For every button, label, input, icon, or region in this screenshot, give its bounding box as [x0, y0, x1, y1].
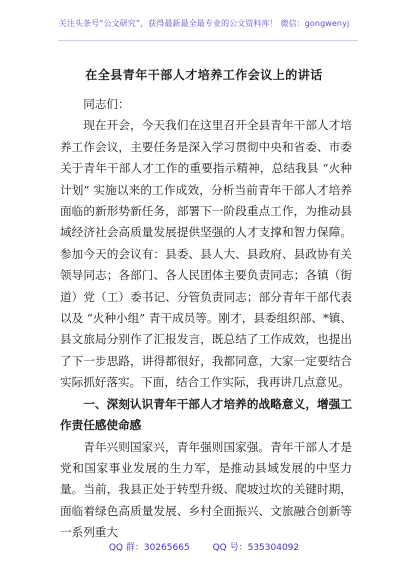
qq-id-label: QQ 号： [212, 543, 248, 553]
qq-group-number: 30265665 [143, 543, 190, 553]
header-banner: 关注头条号“公文研究”，获得最新最全最专业的公文资料库！ 微信：gongwenyj [58, 19, 350, 28]
qq-id [213, 543, 300, 553]
paragraph-body: 青年兴则国家兴，青年强则国家强。青年干部人才是党和国家事业发展的生力军，是推动县域发展的中坚力量。当前，我县正处于转型升级、爬坡过坎的关键时期，面临着绿色高质量发展、乡村全面振兴、文旅融合创新等一系列重大 [60, 439, 352, 540]
header-divider [58, 40, 358, 41]
greeting: 同志们： [83, 97, 130, 111]
qq-group [109, 543, 190, 553]
section-heading: 一、深刻认识青年干部人才培养的战略意义，增强工作责任感使命感 [60, 396, 352, 433]
document-title: 在全县青年干部人才培养工作会议上的讲话 [85, 68, 323, 82]
qq-id-number: 535304092 [247, 543, 300, 553]
footer-contacts [0, 540, 408, 553]
qq-group-label: QQ 群： [108, 543, 144, 553]
document-body [60, 94, 352, 544]
paragraph-opening: 现在开会，今天我们在这里召开全县青年干部人才培养工作会议，主要任务是深入学习贯彻中央和省委、市委关于青年干部人才工作的重要指示精神，总结我县 “火种计划” 实施以来的工作成效，分析当前青年干部人才培养面临的新形势新任务，部署下一阶段重点工作，为推动县域经济社会高质量发展提供坚强的人才支撑和智力保障。参加今天的会议有：县委、县人大、县政府、县政协有关领导同志；各部门、各人民团体主要负责同志；各镇（街道）党（工）委书记、分管负责同志；部分青年干部代表以及 “火种小组” 青干成员等。刚才，县委组织部、*镇、县文旅局分别作了汇报发言，既总结了工作成效，也提出了下一步思路，讲得都很好，我都同意，大家一定要结合实际抓好落实。下面，结合工作实际，我再讲几点意见。 [60, 118, 352, 390]
